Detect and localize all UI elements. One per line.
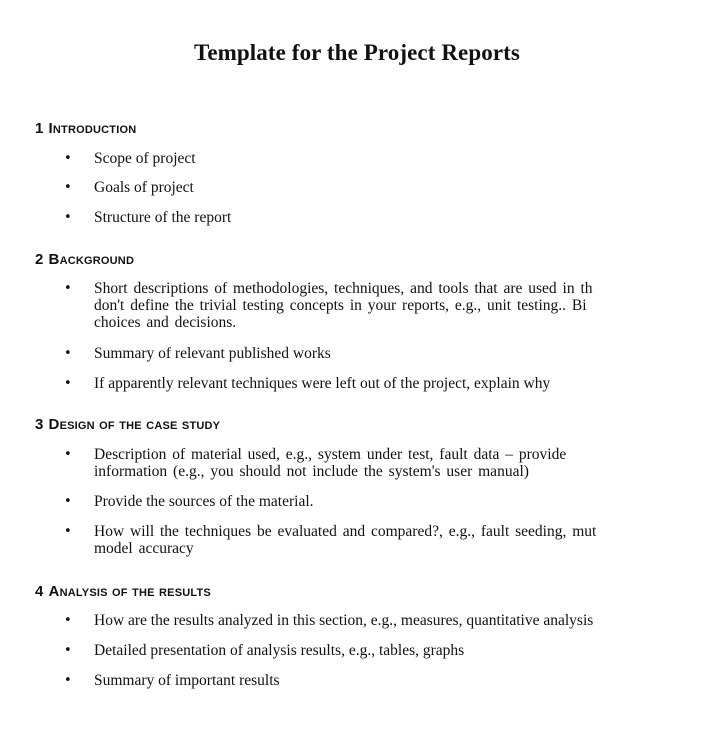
bullet-icon: • <box>64 643 72 658</box>
section-title: Design of the case study <box>48 416 221 433</box>
bullet-icon: • <box>64 281 72 296</box>
item-text: How will the techniques be evaluated and compared?, e.g., fault seeding, mut <box>94 523 597 540</box>
section-number: 1 <box>35 120 44 137</box>
item-text: Scope of project <box>94 150 196 167</box>
item-text: How are the results analyzed in this section, e.g., measures, quantitative analysis <box>94 612 594 629</box>
item-text: Description of material used, e.g., system under test, fault data – provide <box>94 446 567 463</box>
item-text: Summary of relevant published works <box>94 345 331 362</box>
bullet-icon: • <box>64 151 72 166</box>
bullet-icon: • <box>64 494 72 509</box>
bullet-icon: • <box>64 447 72 462</box>
item-text: Detailed presentation of analysis results, e.g., tables, graphs <box>94 642 465 659</box>
bullet-icon: • <box>64 210 72 225</box>
item-text: If apparently relevant techniques were left out of the project, explain why <box>94 375 551 392</box>
section-heading <box>35 583 211 600</box>
item-text: Short descriptions of methodologies, techniques, and tools that are used in th <box>94 280 593 297</box>
item-text: choices and decisions. <box>94 314 237 331</box>
item-text: Structure of the report <box>94 209 232 226</box>
section-heading <box>35 120 136 137</box>
section-title: Background <box>48 251 135 268</box>
section-number: 3 <box>35 416 44 433</box>
section-number: 2 <box>35 251 44 268</box>
item-text: don't define the trivial testing concepts in your reports, e.g., unit testing.. Bi <box>94 297 587 314</box>
bullet-icon: • <box>64 524 72 539</box>
item-text: Goals of project <box>94 179 194 196</box>
bullet-icon: • <box>64 180 72 195</box>
item-text: model accuracy <box>94 540 194 557</box>
item-text: Provide the sources of the material. <box>94 493 314 510</box>
section-heading <box>35 416 220 433</box>
bullet-icon: • <box>64 673 72 688</box>
section-number: 4 <box>35 583 44 600</box>
section-title: Analysis of the results <box>48 583 211 600</box>
bullet-icon: • <box>64 613 72 628</box>
section-heading <box>35 251 134 268</box>
item-text: information (e.g., you should not include the system's user manual) <box>94 463 529 480</box>
bullet-icon: • <box>64 346 72 361</box>
item-text: Summary of important results <box>94 672 280 689</box>
bullet-icon: • <box>64 376 72 391</box>
document-title: Template for the Project Reports <box>194 40 520 65</box>
section-title: Introduction <box>48 120 137 137</box>
